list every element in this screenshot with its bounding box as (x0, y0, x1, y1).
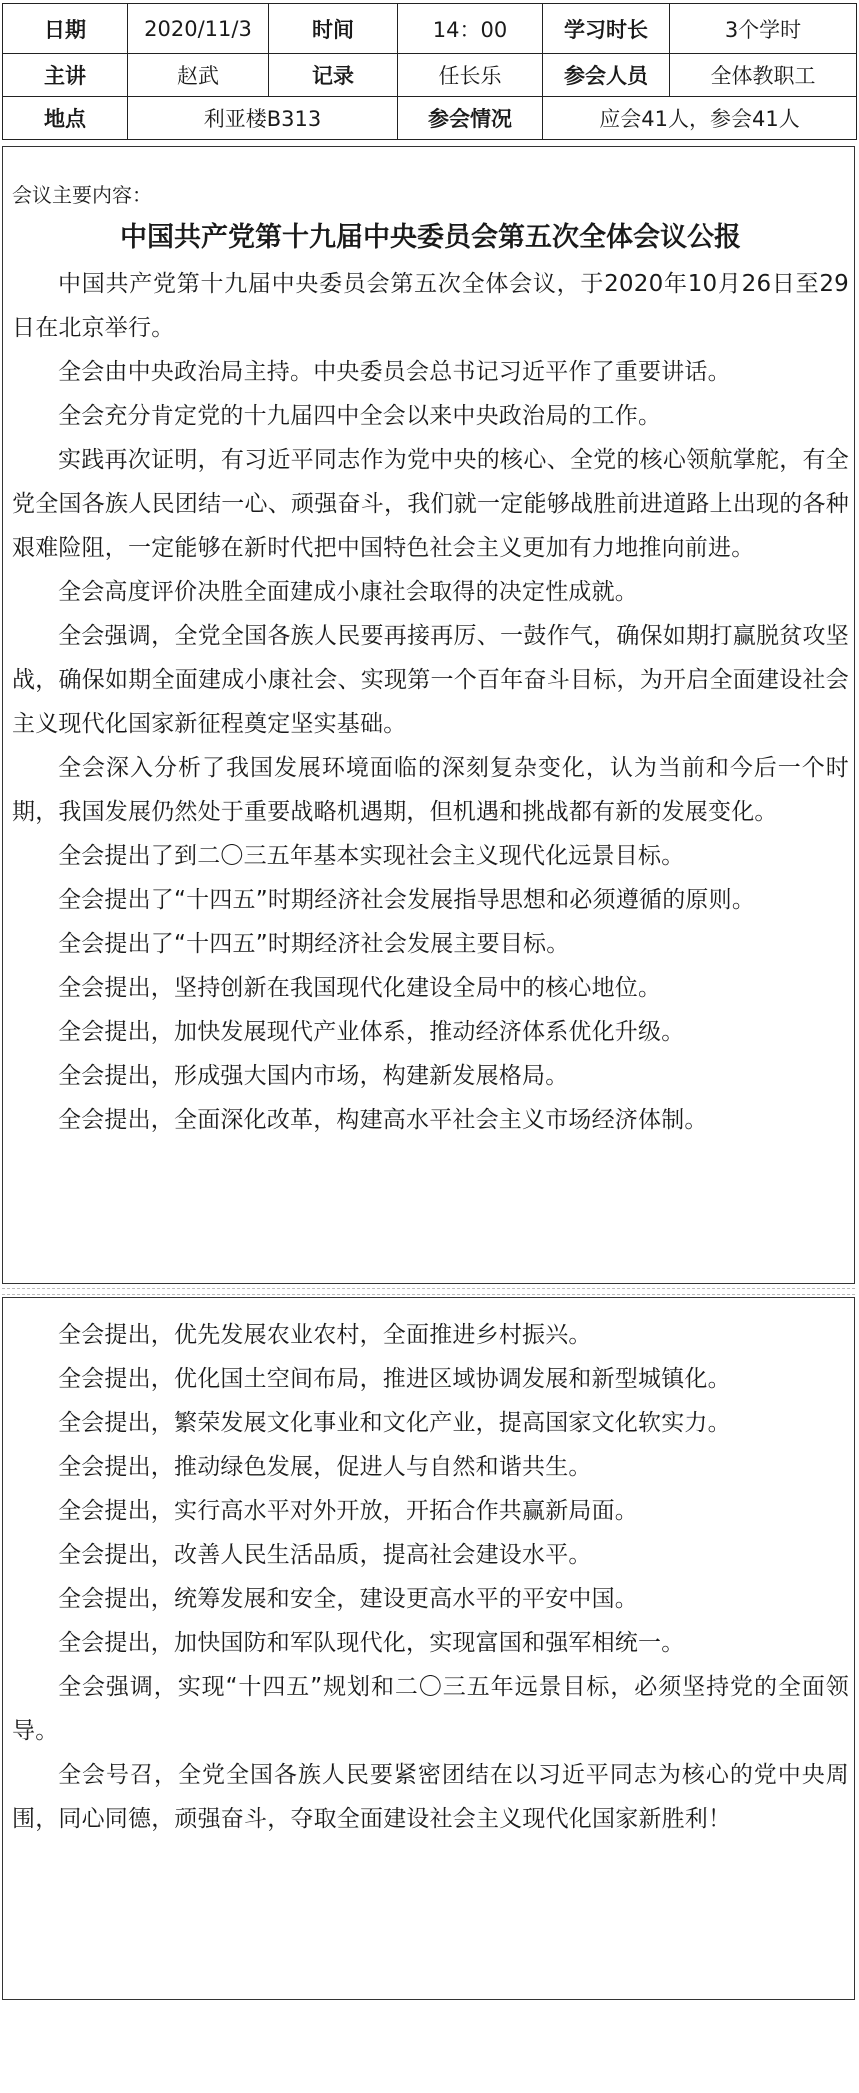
paragraph: 全会强调，全党全国各族人民要再接再厉、一鼓作气，确保如期打赢脱贫攻坚战，确保如期全面建成小康社会、实现第一个百年奋斗目标，为开启全面建设社会主义现代化国家新征程奠定坚实基础。 (12, 623, 849, 737)
paragraph: 全会提出，繁荣发展文化事业和文化产业，提高国家文化软实力。 (58, 1410, 731, 1436)
date-label: 日期 (3, 4, 128, 54)
time-label: 时间 (269, 4, 398, 54)
location-label: 地点 (3, 97, 128, 140)
page-break-line (2, 1288, 855, 1289)
attendance-label: 参会情况 (398, 97, 543, 140)
location-value: 利亚楼B313 (128, 97, 398, 140)
paragraph: 全会充分肯定党的十九届四中全会以来中央政治局的工作。 (58, 403, 662, 429)
recorder-value: 任长乐 (398, 54, 543, 97)
attendees-label: 参会人员 (543, 54, 670, 97)
paragraph: 全会提出，优先发展农业农村，全面推进乡村振兴。 (58, 1322, 592, 1348)
section-label: 会议主要内容： (12, 183, 152, 207)
info-row-location (3, 97, 857, 140)
date-value: 2020/11/3 (128, 4, 269, 54)
paragraph: 全会深入分析了我国发展环境面临的深刻复杂变化，认为当前和今后一个时期，我国发展仍然处于重要战略机遇期，但机遇和挑战都有新的发展变化。 (12, 755, 849, 825)
paragraph: 全会高度评价决胜全面建成小康社会取得的决定性成就。 (58, 579, 638, 605)
document-title: 中国共产党第十九届中央委员会第五次全体会议公报 (120, 222, 741, 253)
recorder-label: 记录 (269, 54, 398, 97)
paragraph: 全会强调，实现“十四五”规划和二〇三五年远景目标，必须坚持党的全面领导。 (12, 1674, 849, 1744)
study-hours-label: 学习时长 (543, 4, 670, 54)
paragraph: 全会提出，形成强大国内市场，构建新发展格局。 (58, 1063, 569, 1089)
page-2-paragraphs (12, 1313, 849, 1841)
content-page-2 (12, 1313, 849, 1841)
paragraph: 全会提出，全面深化改革，构建高水平社会主义市场经济体制。 (58, 1107, 708, 1133)
paragraph: 全会由中央政治局主持。中央委员会总书记习近平作了重要讲话。 (58, 359, 731, 385)
info-row-speaker (3, 54, 857, 97)
paragraph: 中国共产党第十九届中央委员会第五次全体会议，于2020年10月26日至29日在北京举行。 (12, 271, 849, 341)
paragraph: 全会提出了到二〇三五年基本实现社会主义现代化远景目标。 (58, 843, 685, 869)
paragraph: 全会提出，改善人民生活品质，提高社会建设水平。 (58, 1542, 592, 1568)
paragraph: 全会提出，优化国土空间布局，推进区域协调发展和新型城镇化。 (58, 1366, 731, 1392)
speaker-value: 赵武 (128, 54, 269, 97)
meeting-info-table (2, 3, 857, 140)
attendees-value: 全体教职工 (670, 54, 857, 97)
paragraph: 全会提出，加快发展现代产业体系，推动经济体系优化升级。 (58, 1019, 685, 1045)
paragraph: 实践再次证明，有习近平同志作为党中央的核心、全党的核心领航掌舵，有全党全国各族人民团结一心、顽强奋斗，我们就一定能够战胜前进道路上出现的各种艰难险阻，一定能够在新时代把中国特色社会主义更加有力地推向前进。 (12, 447, 849, 561)
info-row-date (3, 4, 857, 54)
time-value: 14：00 (398, 4, 543, 54)
content-page-1 (12, 178, 849, 1142)
page-break-line (2, 1294, 855, 1295)
paragraph: 全会提出，实行高水平对外开放，开拓合作共赢新局面。 (58, 1498, 638, 1524)
attendance-value: 应会41人，参会41人 (543, 97, 857, 140)
paragraph: 全会提出了“十四五”时期经济社会发展主要目标。 (58, 931, 570, 957)
paragraph: 全会提出，加快国防和军队现代化，实现富国和强军相统一。 (58, 1630, 685, 1656)
paragraph: 全会提出，坚持创新在我国现代化建设全局中的核心地位。 (58, 975, 662, 1001)
paragraph: 全会号召，全党全国各族人民要紧密团结在以习近平同志为核心的党中央周围，同心同德，顽强奋斗，夺取全面建设社会主义现代化国家新胜利！ (12, 1762, 849, 1832)
paragraph: 全会提出，统筹发展和安全，建设更高水平的平安中国。 (58, 1586, 638, 1612)
study-hours-value: 3个学时 (670, 4, 857, 54)
paragraph: 全会提出了“十四五”时期经济社会发展指导思想和必须遵循的原则。 (58, 887, 756, 913)
speaker-label: 主讲 (3, 54, 128, 97)
page-1-paragraphs (12, 262, 849, 1142)
paragraph: 全会提出，推动绿色发展，促进人与自然和谐共生。 (58, 1454, 592, 1480)
